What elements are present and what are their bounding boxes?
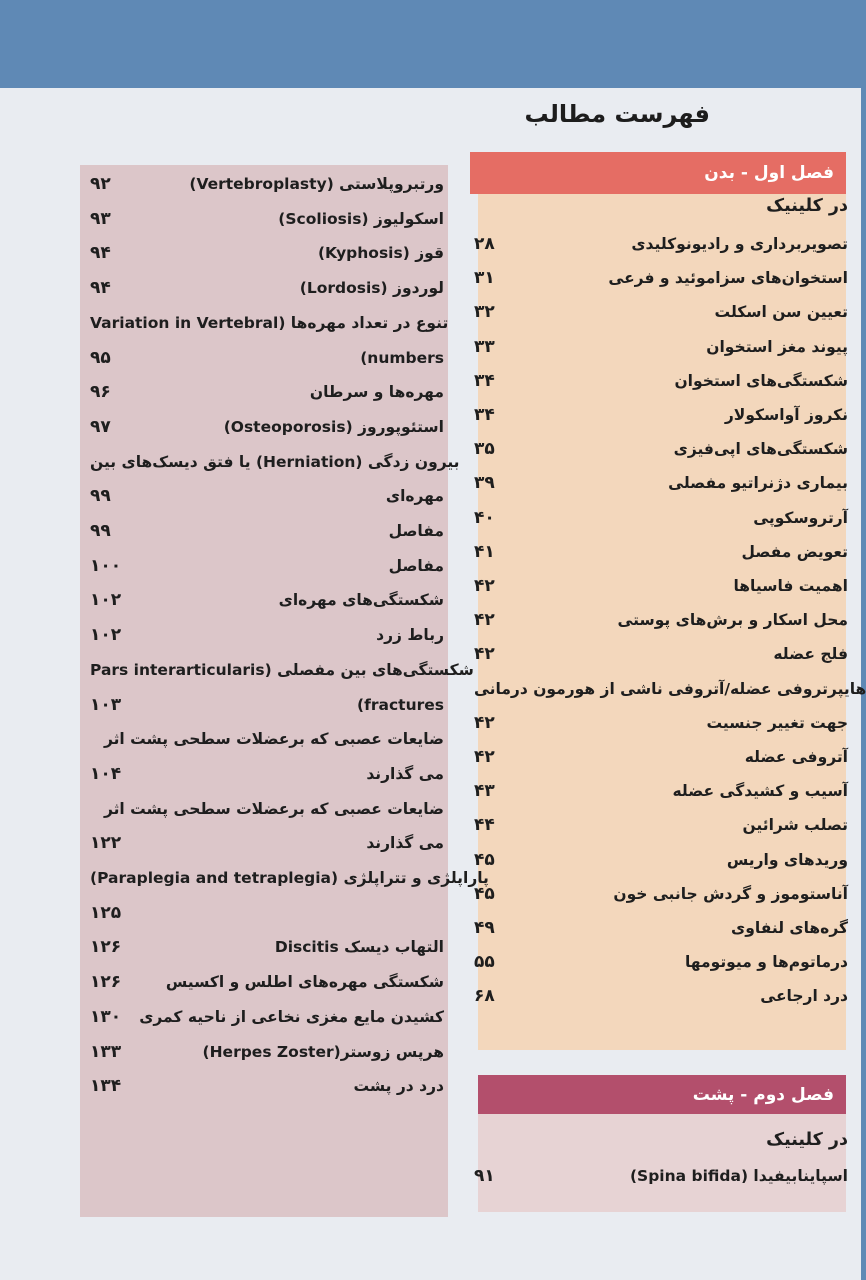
toc-page-number: ۴۱ <box>474 541 495 562</box>
toc-entry[interactable] <box>84 480 444 512</box>
toc-entry-title: اسپاینابیفیدا (Spina bifida) <box>629 1167 848 1185</box>
toc-entry-title: نکروز آواسکولار <box>724 406 848 424</box>
toc-page-number: ۱۲۶ <box>90 972 122 993</box>
toc-entry-title: هرپس زوستر(Herpes Zoster) <box>202 1042 444 1061</box>
toc-page-number: ۱۰۲ <box>90 625 122 646</box>
toc-entry[interactable] <box>84 619 444 651</box>
toc-entry[interactable] <box>84 758 444 790</box>
toc-page-number: ۴۳ <box>474 781 495 802</box>
toc-entry[interactable] <box>84 168 444 200</box>
toc-page-number: ۵۵ <box>474 952 495 973</box>
toc-page-number: ۴۲ <box>474 747 495 767</box>
toc-page-number: ۴۵ <box>474 883 495 904</box>
toc-entry-title: اسکولیوز (Scoliosis) <box>278 209 444 228</box>
toc-entry[interactable] <box>84 203 444 235</box>
toc-page-number: ۹۱ <box>474 1166 495 1186</box>
chapter1-subheading-label: در کلینیک <box>766 196 848 216</box>
toc-entry-title: تعیین سن اسکلت <box>714 303 848 322</box>
toc-entry-title: می گذارند <box>366 764 444 783</box>
toc-entry-title: استئوپوروز (Osteoporosis) <box>223 417 444 436</box>
toc-page-number: ۱۳۳ <box>90 1041 122 1062</box>
toc-entry[interactable] <box>84 1001 444 1033</box>
toc-entry[interactable] <box>84 654 474 686</box>
toc-page-number: ۱۲۲ <box>90 833 122 854</box>
toc-entry-title: درماتوم‌ها و میوتومها <box>684 953 848 972</box>
toc-entry-title: آرتروسکوپی <box>753 508 848 527</box>
toc-page-number: ۱۰۴ <box>90 763 122 784</box>
toc-page-number: ۹۹ <box>90 521 111 541</box>
toc-page-number: ۴۲ <box>474 712 495 733</box>
toc-entry[interactable] <box>84 584 444 616</box>
toc-entry[interactable] <box>84 897 444 929</box>
toc-page-number: ۲۸ <box>474 234 495 254</box>
toc-page-number: ۳۵ <box>474 439 495 460</box>
chapter2-header-label: فصل دوم - پشت <box>692 1085 834 1105</box>
toc-entry-title: التهاب دیسک Discitis <box>274 938 444 957</box>
toc-entry-title: لوردوز (Lordosis) <box>299 279 444 298</box>
toc-page-number: ۹۴ <box>90 278 111 299</box>
page-title: فهرست مطالب <box>524 100 710 128</box>
toc-entry-title: fractures) <box>357 695 444 714</box>
toc-page-number: ۱۰۰ <box>90 555 122 576</box>
toc-page-number: ۱۳۴ <box>90 1076 122 1097</box>
toc-page-number: ۴۹ <box>474 918 495 938</box>
toc-entry[interactable] <box>84 1070 444 1102</box>
toc-entry-title: استخوان‌های سزاموئید و فرعی <box>608 269 848 288</box>
toc-page-number: ۴۰ <box>474 507 495 528</box>
toc-page-number: ۳۹ <box>474 473 495 494</box>
chapter1-header-label: فصل اول - بدن <box>704 163 834 183</box>
toc-page-number: ۹۹ <box>90 486 111 507</box>
toc-entry-title: رباط زرد <box>376 626 444 645</box>
toc-entry-title: ضایعات عصبی که برعضلات سطحی پشت اثر <box>103 799 444 818</box>
toc-entry-title: محل اسکار و برش‌های پوستی <box>617 611 848 630</box>
toc-entry-title: کشیدن مایع مغزی نخاعی از ناحیه کمری <box>139 1007 444 1026</box>
toc-entry-title: بیرون زدگی (Herniation) یا فتق دیسک‌های بین <box>90 452 460 471</box>
toc-page-number: ۳۲ <box>474 302 495 323</box>
toc-page-number: ۳۴ <box>474 405 495 425</box>
toc-page-number: ۴۲ <box>474 610 495 631</box>
toc-entry-title: شکستگی‌های استخوان <box>674 371 848 390</box>
toc-entry[interactable] <box>84 1036 444 1068</box>
toc-entry-title: وریدهای واریس <box>726 850 848 869</box>
toc-entry[interactable] <box>84 237 444 269</box>
toc-page-number: ۳۴ <box>474 370 495 391</box>
toc-entry-title: تصلب شرائین <box>742 816 848 835</box>
toc-entry[interactable] <box>84 931 444 963</box>
toc-page-number: ۳۱ <box>474 268 495 289</box>
toc-entry-title: numbers) <box>360 348 444 367</box>
toc-entry[interactable] <box>84 411 444 443</box>
toc-entry-title: جهت تغییر جنسیت <box>706 713 848 732</box>
toc-page-number: ۶۸ <box>474 986 495 1007</box>
toc-page-number: ۱۰۳ <box>90 694 122 715</box>
toc-entry[interactable] <box>84 446 460 478</box>
toc-page-number: ۹۷ <box>90 416 111 437</box>
toc-page-number: ۹۶ <box>90 382 111 403</box>
toc-entry-title: بیماری دژنراتیو مفصلی <box>668 474 848 493</box>
toc-entry-title: ضایعات عصبی که برعضلات سطحی پشت اثر <box>103 730 444 749</box>
toc-entry-title: آسیب و کشیدگی عضله <box>672 782 848 801</box>
toc-page-number: ۱۲۶ <box>90 937 122 958</box>
toc-entry[interactable] <box>84 272 444 304</box>
toc-page-number: ۴۴ <box>474 815 495 836</box>
toc-entry-title: پاراپلژی و تتراپلژی (Paraplegia and tetraplegia) <box>90 869 489 887</box>
toc-page-number: ۱۰۲ <box>90 590 122 611</box>
toc-page-number: ۹۵ <box>90 347 111 368</box>
toc-entry-title: قوز (Kyphosis) <box>317 244 444 263</box>
toc-entry-title: آناستوموز و گردش جانبی خون <box>613 884 848 903</box>
toc-entry-title: فلج عضله <box>773 645 848 664</box>
toc-entry[interactable] <box>84 307 449 339</box>
toc-entry-title: اهمیت فاسیاها <box>733 577 848 595</box>
toc-entry[interactable] <box>84 862 489 894</box>
toc-entry-title: درد در پشت <box>353 1077 444 1096</box>
toc-page-number: ۴۵ <box>474 849 495 870</box>
toc-entry[interactable] <box>84 342 444 374</box>
toc-entry-title: هایپرتروفی عضله/آتروفی ناشی از هورمون درمانی <box>474 679 866 698</box>
toc-entry-title: شکستگی‌های مهره‌ای <box>278 591 444 610</box>
toc-page-number: ۴۲ <box>474 644 495 665</box>
toc-entry[interactable] <box>84 723 444 755</box>
toc-entry[interactable] <box>84 966 444 998</box>
toc-entry-title: آتروفی عضله <box>744 748 848 766</box>
toc-page-number: ۳۳ <box>474 336 495 357</box>
toc-entry-title: گره‌های لنفاوی <box>731 919 848 937</box>
toc-entry-title: مفاصل <box>388 522 444 540</box>
toc-entry-title: تنوع در تعداد مهره‌ها (Variation in Vertebral <box>90 313 449 332</box>
toc-entry-title: مهره‌ها و سرطان <box>309 383 444 402</box>
toc-entry-title: مفاصل <box>388 556 444 575</box>
toc-entry-title: مهره‌ای <box>385 487 444 506</box>
toc-entry-title: ورتبروپلاستی (Vertebroplasty) <box>189 175 444 193</box>
toc-entry[interactable] <box>84 793 444 825</box>
chapter2-subheading-label: در کلینیک <box>766 1130 848 1150</box>
toc-page-number: ۹۴ <box>90 243 111 264</box>
toc-entry[interactable] <box>84 515 444 547</box>
toc-entry-title: پیوند مغز استخوان <box>706 337 848 356</box>
toc-entry-title: شکستگی مهره‌های اطلس و اکسیس <box>165 973 444 992</box>
toc-page-number: ۹۲ <box>90 174 111 194</box>
toc-entry-title: درد ارجاعی <box>760 987 848 1006</box>
toc-entry[interactable] <box>84 827 444 859</box>
toc-entry[interactable] <box>84 376 444 408</box>
toc-page-number: ۹۳ <box>90 208 111 229</box>
toc-entry[interactable] <box>84 550 444 582</box>
toc-entry-title: شکستگی‌های اپی‌فیزی <box>673 440 848 459</box>
toc-page-number: ۱۲۵ <box>90 902 122 923</box>
toc-entry-title: می گذارند <box>366 834 444 853</box>
toc-page-number: ۱۳۰ <box>90 1006 122 1027</box>
toc-entry-title: تعویض مفصل <box>741 542 848 561</box>
toc-page-number: ۴۲ <box>474 576 495 596</box>
toc-entry-title: شکستگی‌های بین مفصلی (Pars interarticularis <box>90 660 474 679</box>
toc-entry[interactable] <box>84 689 444 721</box>
toc-entry-title: تصویربرداری و رادیونوکلیدی <box>631 235 848 253</box>
